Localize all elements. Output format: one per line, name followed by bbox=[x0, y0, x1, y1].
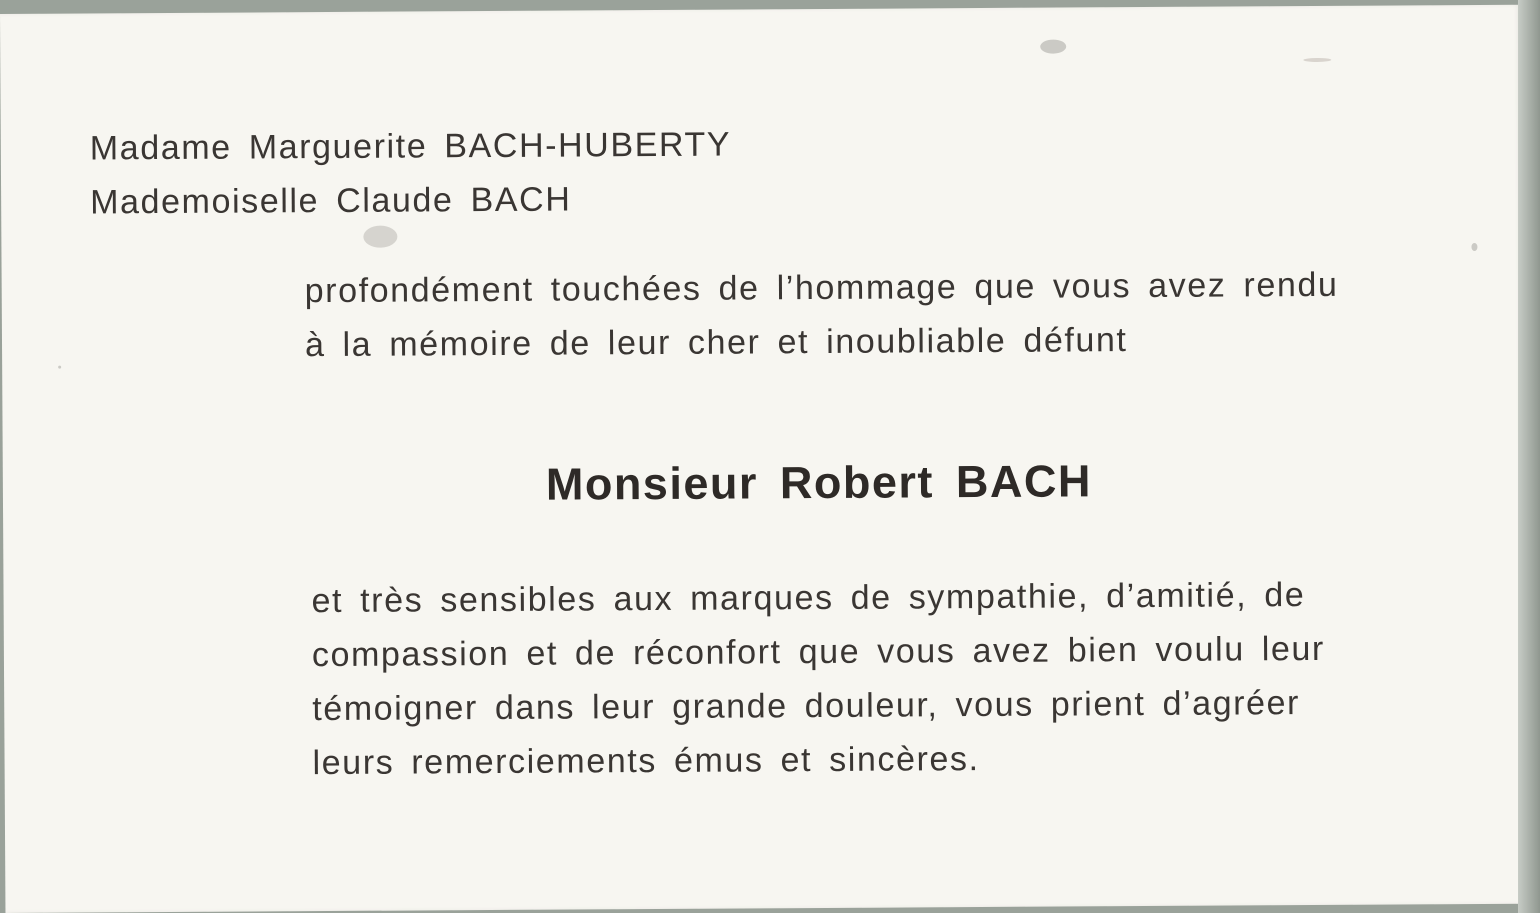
body-line: leurs remerciements émus et sincères. bbox=[312, 740, 980, 783]
family-name-line: Madame Marguerite BACH-HUBERTY bbox=[89, 125, 732, 168]
deceased-name: Monsieur Robert BACH bbox=[545, 455, 1093, 510]
body-line: témoigner dans leur grande douleur, vous prient d’agréer bbox=[312, 684, 1301, 729]
thank-you-card bbox=[0, 5, 1525, 913]
scanner-edge bbox=[1518, 0, 1540, 913]
ink-smudge bbox=[363, 226, 397, 248]
body-line: compassion et de réconfort que vous avez bien voulu leur bbox=[311, 629, 1326, 675]
ink-smudge bbox=[1303, 58, 1331, 62]
family-names bbox=[0, 5, 1520, 222]
ink-smudge bbox=[1040, 39, 1066, 53]
intro-line: à la mémoire de leur cher et inoubliable défunt bbox=[304, 321, 1128, 365]
ink-smudge bbox=[1471, 243, 1477, 251]
intro-line: profondément touchées de l’hommage que vous avez rendu bbox=[304, 265, 1339, 311]
body-line: et très sensibles aux marques de sympathie, d’amitié, de bbox=[311, 576, 1306, 621]
ink-smudge bbox=[58, 366, 61, 369]
family-name-line: Mademoiselle Claude BACH bbox=[90, 180, 572, 222]
